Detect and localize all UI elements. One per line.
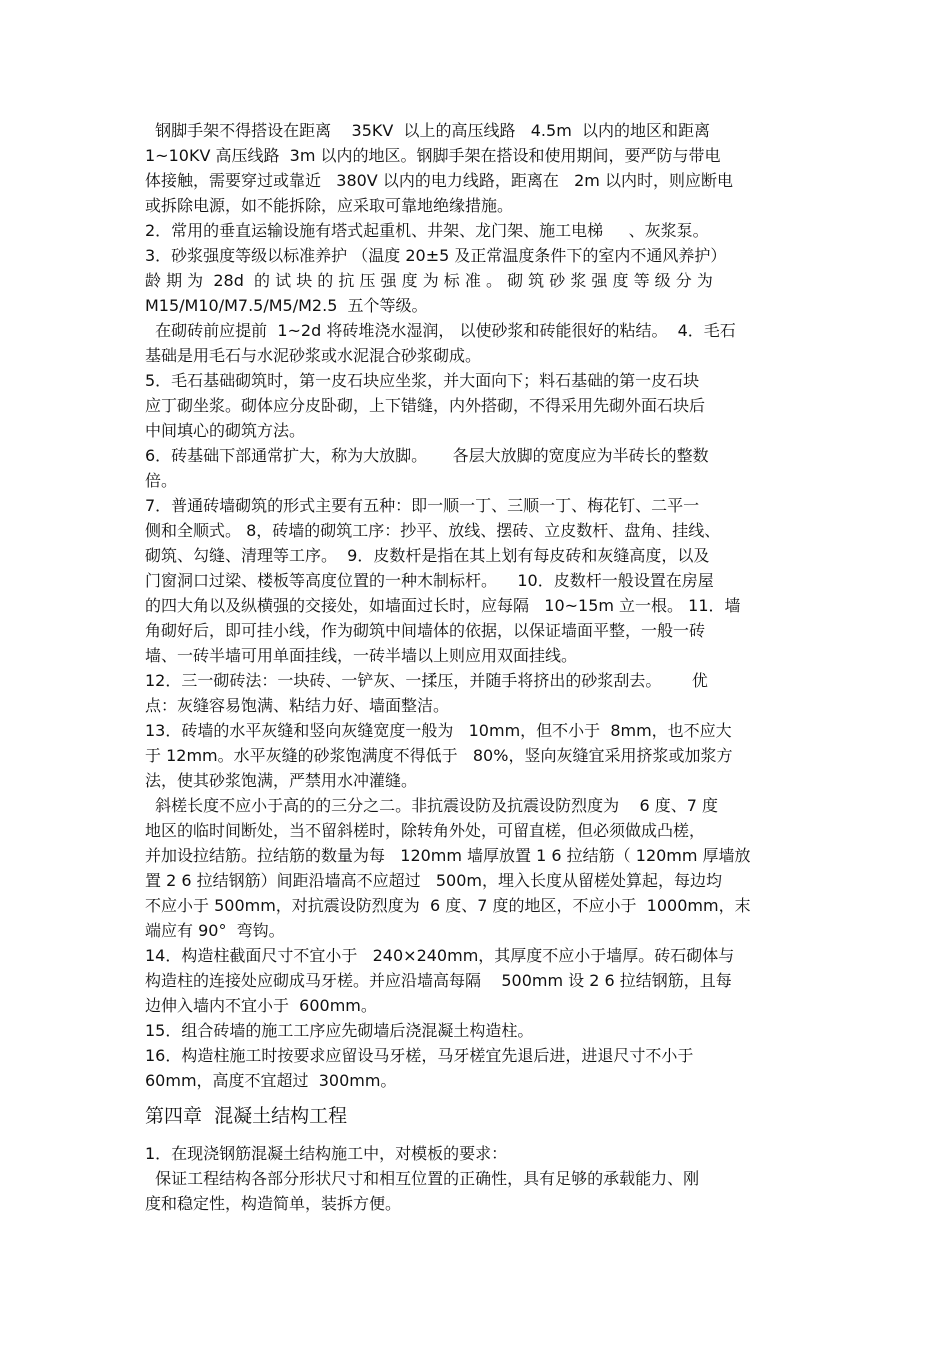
text-line: 7．普通砖墙砌筑的形式主要有五种：即一顺一丁、三顺一丁、梅花钉、二平一 — [145, 496, 700, 515]
text-line: 2．常用的垂直运输设施有塔式起重机、井架、龙门架、施工电梯 、灰浆泵。 — [145, 221, 709, 240]
text-line: 角砌好后，即可挂小线，作为砌筑中间墙体的依据，以保证墙面平整，一般一砖 — [145, 621, 706, 640]
text-line: 于 12mm。水平灰缝的砂浆饱满度不得低于 80%，竖向灰缝宜采用挤浆或加浆方 — [145, 746, 733, 765]
text-line: 的四大角以及纵横强的交接处，如墙面过长时，应每隔 10~15m 立一根。 11．墙 — [145, 596, 741, 615]
text-line: 边伸入墙内不宜小于 600mm。 — [145, 996, 377, 1015]
text-line: 12．三一砌砖法：一块砖、一铲灰、一揉压，并随手将挤出的砂浆刮去。 优 — [145, 671, 708, 690]
text-line: 门窗洞口过梁、楼板等高度位置的一种木制标杆。 10．皮数杆一般设置在房屋 — [145, 571, 714, 590]
text-line: 1~10KV 高压线路 3m 以内的地区。钢脚手架在搭设和使用期间，要严防与带电 — [145, 146, 721, 165]
text-line: 构造柱的连接处应砌成马牙槎。并应沿墙高每隔 500mm 设 2 6 拉结钢筋，且每 — [145, 971, 732, 990]
text-line: 斜槎长度不应小于高的的三分之二。非抗震设防及抗震设防烈度为 6 度、7 度 — [145, 796, 719, 815]
text-line: 钢脚手架不得搭设在距离 35KV 以上的高压线路 4.5m 以内的地区和距离 — [145, 121, 710, 140]
text-line: 体接触，需要穿过或靠近 380V 以内的电力线路，距离在 2m 以内时，则应断电 — [145, 171, 733, 190]
text-line: 14．构造柱截面尺寸不宜小于 240×240mm，其厚度不应小于墙厚。砖石砌体与 — [145, 946, 735, 965]
text-line: 3．砂浆强度等级以标准养护 （温度 20±5 及正常温度条件下的室内不通风养护） — [145, 246, 727, 265]
text-line: 16．构造柱施工时按要求应留设马牙槎，马牙槎宜先退后进，进退尺寸不小于 — [145, 1046, 694, 1065]
text-line: 5．毛石基础砌筑时，第一皮石块应坐浆，并大面向下；料石基础的第一皮石块 — [145, 371, 700, 390]
text-line: 应丁砌坐浆。砌体应分皮卧砌，上下错缝，内外搭砌，不得采用先砌外面石块后 — [145, 396, 706, 415]
text-line: 砌筑、勾缝、清理等工序。 9．皮数杆是指在其上划有每皮砖和灰缝高度，以及 — [145, 546, 710, 565]
text-line: 保证工程结构各部分形状尺寸和相互位置的正确性，具有足够的承载能力、刚 — [145, 1169, 700, 1188]
text-line: 龄 期 为 28d 的 试 块 的 抗 压 强 度 为 标 准 。 砌 筑 砂 浆 强 度 等 级 分 为 — [145, 271, 713, 290]
chapter-title: 第四章 混凝土结构工程 — [145, 1105, 348, 1127]
text-line: 中间填心的砌筑方法。 — [145, 421, 306, 440]
text-line: 基础是用毛石与水泥砂浆或水泥混合砂浆砌成。 — [145, 346, 482, 365]
text-line: 地区的临时间断处，当不留斜槎时，除转角外处，可留直槎，但必须做成凸槎， — [145, 821, 706, 840]
text-line: 端应有 90° 弯钩。 — [145, 921, 285, 940]
text-line: 度和稳定性，构造简单，装拆方便。 — [145, 1194, 402, 1213]
text-line: 15．组合砖墙的施工工序应先砌墙后浇混凝土构造柱。 — [145, 1021, 534, 1040]
text-line: 1．在现浇钢筋混凝土结构施工中，对模板的要求： — [145, 1144, 508, 1163]
text-line: 侧和全顺式。 8，砖墙的砌筑工序：抄平、放线、摆砖、立皮数杆、盘角、挂线、 — [145, 521, 721, 540]
text-line: 倍。 — [145, 471, 178, 490]
text-line: M15/M10/M7.5/M5/M2.5 五个等级。 — [145, 296, 428, 315]
text-line: 60mm，高度不宜超过 300mm。 — [145, 1071, 397, 1090]
text-line: 在砌砖前应提前 1~2d 将砖堆浇水湿润， 以使砂浆和砖能很好的粘结。 4．毛石 — [145, 321, 736, 340]
text-line: 不应小于 500mm，对抗震设防烈度为 6 度、7 度的地区，不应小于 1000mm，末 — [145, 896, 751, 915]
text-line: 或拆除电源，如不能拆除，应采取可靠地绝缘措施。 — [145, 196, 514, 215]
text-line: 置 2 6 拉结钢筋）间距沿墙高不应超过 500m，埋入长度从留槎处算起，每边均 — [145, 871, 723, 890]
text-line: 13．砖墙的水平灰缝和竖向灰缝宽度一般为 10mm，但不小于 8mm，也不应大 — [145, 721, 732, 740]
text-line: 并加设拉结筋。拉结筋的数量为每 120mm 墙厚放置 1 6 拉结筋（ 120mm 厚墙放 — [145, 846, 751, 865]
text-line: 6．砖基础下部通常扩大，称为大放脚。 各层大放脚的宽度应为半砖长的整数 — [145, 446, 709, 465]
text-line: 墙、一砖半墙可用单面挂线，一砖半墙以上则应用双面挂线。 — [145, 646, 578, 665]
text-line: 法，使其砂浆饱满，严禁用水冲灌缝。 — [145, 771, 418, 790]
text-line: 点：灰缝容易饱满、粘结力好、墙面整洁。 — [145, 696, 450, 715]
